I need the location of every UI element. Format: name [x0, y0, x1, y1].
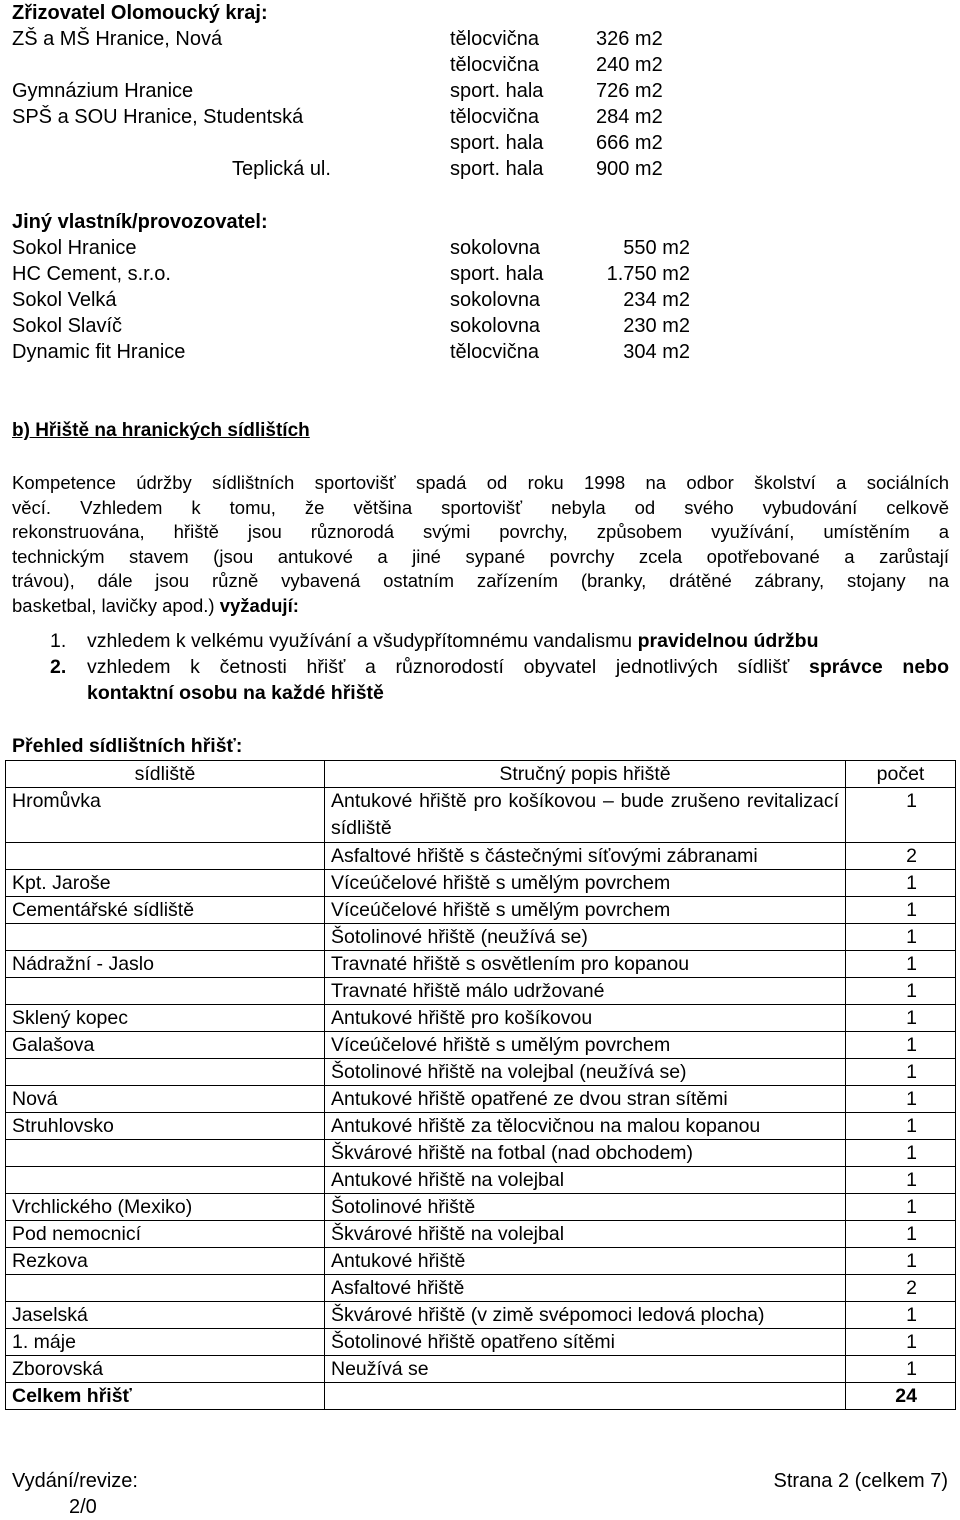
count-cell: 1: [846, 897, 956, 924]
facility-name: ZŠ a MŠ Hranice, Nová: [12, 28, 223, 50]
list-item: [12, 654, 949, 706]
list-text-bold: kontaktní osobu na každé hřiště: [87, 682, 384, 704]
facility-name: Dynamic fit Hranice: [12, 341, 186, 363]
site-cell: Pod nemocnicí: [6, 1221, 325, 1248]
facility-type: sport. hala: [450, 80, 544, 102]
other-owner-heading: Jiný vlastník/provozovatel:: [12, 211, 268, 233]
site-cell: [6, 1059, 325, 1086]
list-text-normal: vzhledem k četnosti hřišť a různorodostí obyvatel jednotlivých sídlišť: [87, 656, 809, 678]
count-cell: 1: [846, 978, 956, 1005]
facility-name: Teplická ul.: [232, 158, 331, 180]
site-cell: [6, 978, 325, 1005]
site-cell: Cementářské sídliště: [6, 897, 325, 924]
site-cell: Hromůvka: [6, 788, 325, 843]
count-cell: 1: [846, 1005, 956, 1032]
table-row: [6, 1113, 956, 1140]
edition-value: 2/0: [69, 1496, 97, 1518]
count-cell: 1: [846, 1059, 956, 1086]
list-number: 1.: [50, 630, 67, 652]
facility-area: 726 m2: [596, 80, 663, 102]
desc-cell: Šotolinové hřiště: [325, 1194, 846, 1221]
facility-area: 900 m2: [596, 158, 663, 180]
count-cell: 1: [846, 1140, 956, 1167]
facility-area: 666 m2: [596, 132, 663, 154]
table-row: [6, 1302, 956, 1329]
count-cell: 2: [846, 1275, 956, 1302]
table-row: [6, 1167, 956, 1194]
desc-cell: Šotolinové hřiště na volejbal (neužívá se): [325, 1059, 846, 1086]
facility-type: sokolovna: [450, 315, 541, 337]
facility-type: sport. hala: [450, 263, 544, 285]
table-row: [6, 1140, 956, 1167]
table-row: [6, 978, 956, 1005]
facility-name: Sokol Slavíč: [12, 315, 123, 337]
list-text: [87, 654, 949, 680]
desc-cell: Antukové hřiště pro košíkovou – bude zrušeno revitalizací sídliště: [325, 788, 846, 843]
count-cell: 2: [846, 843, 956, 870]
desc-cell: Víceúčelové hřiště s umělým povrchem: [325, 897, 846, 924]
facility-type: tělocvična: [450, 54, 539, 76]
table-row: [6, 1059, 956, 1086]
site-cell: [6, 924, 325, 951]
site-cell: [6, 1275, 325, 1302]
desc-cell: Antukové hřiště na volejbal: [325, 1167, 846, 1194]
site-cell: 1. máje: [6, 1329, 325, 1356]
facility-type: sport. hala: [450, 132, 544, 154]
count-cell: 1: [846, 1032, 956, 1059]
site-cell: [6, 1140, 325, 1167]
site-cell: Nádražní - Jaslo: [6, 951, 325, 978]
count-cell: 1: [846, 951, 956, 978]
site-cell: Nová: [6, 1086, 325, 1113]
table-row: [6, 1194, 956, 1221]
site-cell: Rezkova: [6, 1248, 325, 1275]
facility-name: Sokol Velká: [12, 289, 117, 311]
desc-cell: Škvárové hřiště (v zimě svépomoci ledová plocha): [325, 1302, 846, 1329]
facility-area: 326 m2: [596, 28, 663, 50]
facility-type: tělocvična: [450, 106, 539, 128]
facility-area: 550 m2: [623, 237, 690, 259]
overview-table: [5, 760, 956, 1410]
desc-cell: Neužívá se: [325, 1356, 846, 1383]
table-row: [6, 924, 956, 951]
site-cell: Vrchlického (Mexiko): [6, 1194, 325, 1221]
count-cell: 1: [846, 870, 956, 897]
site-cell: Struhlovsko: [6, 1113, 325, 1140]
facility-type: sokolovna: [450, 237, 541, 259]
facility-area: 240 m2: [596, 54, 663, 76]
table-row: [6, 1086, 956, 1113]
facility-type: sport. hala: [450, 158, 544, 180]
desc-cell: Travnaté hřiště málo udržované: [325, 978, 846, 1005]
desc-cell: Antukové hřiště opatřené ze dvou stran sítěmi: [325, 1086, 846, 1113]
count-cell: 1: [846, 1329, 956, 1356]
table-row: [6, 843, 956, 870]
column-header: počet: [846, 761, 956, 788]
desc-cell: Škvárové hřiště na fotbal (nad obchodem): [325, 1140, 846, 1167]
desc-cell: Víceúčelové hřiště s umělým povrchem: [325, 1032, 846, 1059]
site-cell: Sklený kopec: [6, 1005, 325, 1032]
count-cell: 1: [846, 1248, 956, 1275]
facility-name: Gymnázium Hranice: [12, 80, 194, 102]
count-cell: 1: [846, 1221, 956, 1248]
facility-type: tělocvična: [450, 28, 539, 50]
site-cell: Zborovská: [6, 1356, 325, 1383]
desc-cell: Šotolinové hřiště (neužívá se): [325, 924, 846, 951]
site-cell: [6, 843, 325, 870]
column-header: sídliště: [6, 761, 325, 788]
count-cell: 1: [846, 1194, 956, 1221]
count-cell: 1: [846, 1086, 956, 1113]
desc-cell: Antukové hřiště: [325, 1248, 846, 1275]
paragraph-last-line: [12, 594, 949, 619]
column-header: Stručný popis hřiště: [325, 761, 846, 788]
facility-type: tělocvična: [450, 341, 539, 363]
facility-type: sokolovna: [450, 289, 541, 311]
list-text-bold: správce nebo: [808, 656, 949, 678]
table-row: [6, 897, 956, 924]
desc-cell: Asfaltové hřiště: [325, 1275, 846, 1302]
table-header-row: [6, 761, 956, 788]
facility-area: 1.750 m2: [606, 263, 690, 285]
count-cell: 1: [846, 1113, 956, 1140]
count-cell: 1: [846, 788, 956, 843]
count-cell: 1: [846, 1167, 956, 1194]
table-row: [6, 870, 956, 897]
facility-area: 230 m2: [623, 315, 690, 337]
desc-cell: Antukové hřiště pro košíkovou: [325, 1005, 846, 1032]
desc-cell: Asfaltové hřiště s částečnými síťovými zábranami: [325, 843, 846, 870]
site-cell: Kpt. Jaroše: [6, 870, 325, 897]
table-row: [6, 788, 956, 843]
table-total-row: [6, 1383, 956, 1410]
list-number: 2.: [50, 656, 67, 678]
total-label: Celkem hřišť: [6, 1383, 325, 1410]
table-row: [6, 1032, 956, 1059]
table-row: [6, 1005, 956, 1032]
paragraph-line: Kompetence údržby sídlištních sportovišť spadá od roku 1998 na odbor školství a sociálních: [12, 472, 949, 493]
list-item: [12, 628, 949, 654]
facility-area: 284 m2: [596, 106, 663, 128]
count-cell: 1: [846, 1302, 956, 1329]
table-row: [6, 1356, 956, 1383]
count-cell: 1: [846, 924, 956, 951]
list-text-normal: vzhledem k velkému využívání a všudypřítomnému vandalismu: [87, 630, 638, 652]
table-row: [6, 1275, 956, 1302]
facility-area: 304 m2: [623, 341, 690, 363]
total-empty-cell: [325, 1383, 846, 1410]
paragraph-line: technickým stavem (jsou antukové a jiné sypané povrchy zcela opotřebované a zarůstají: [12, 545, 949, 567]
section-b-paragraph: [12, 471, 949, 618]
paragraph-bold: vyžadují:: [219, 594, 299, 616]
paragraph-line: rekonstruována, hřiště jsou různorodá svými povrchy, způsobem využívání, umístěním a: [12, 521, 949, 542]
founder-heading: Zřizovatel Olomoucký kraj:: [12, 2, 268, 24]
count-cell: 1: [846, 1356, 956, 1383]
facility-name: SPŠ a SOU Hranice, Studentská: [12, 106, 304, 128]
site-cell: Jaselská: [6, 1302, 325, 1329]
section-b-heading: b) Hřiště na hranických sídlištích: [12, 420, 310, 441]
overview-heading: Přehled sídlištních hřišť:: [12, 735, 243, 757]
desc-cell: Antukové hřiště za tělocvičnou na malou kopanou: [325, 1113, 846, 1140]
site-cell: Galašova: [6, 1032, 325, 1059]
total-count: 24: [846, 1383, 956, 1410]
table-row: [6, 1221, 956, 1248]
paragraph-line: trávou), dále jsou různě vybavená ostatním zařízením (branky, drátěné zábrany, stojany na: [12, 570, 949, 591]
edition-label: Vydání/revize:: [12, 1470, 138, 1492]
desc-cell: Škvárové hřiště na volejbal: [325, 1221, 846, 1248]
page-number: Strana 2 (celkem 7): [773, 1470, 948, 1492]
facility-name: Sokol Hranice: [12, 237, 137, 259]
desc-cell: Šotolinové hřiště opatřeno sítěmi: [325, 1329, 846, 1356]
table-row: [6, 951, 956, 978]
facility-area: 234 m2: [623, 289, 690, 311]
desc-cell: Víceúčelové hřiště s umělým povrchem: [325, 870, 846, 897]
list-text: [87, 628, 949, 654]
table-row: [6, 1248, 956, 1275]
site-cell: [6, 1167, 325, 1194]
paragraph-text: basketbal, lavičky apod.): [12, 594, 220, 616]
desc-cell: Travnaté hřiště s osvětlením pro kopanou: [325, 951, 846, 978]
paragraph-line: věcí. Vzhledem k tomu, že většina sportovišť nebyla od svého vybudování celkově: [12, 496, 949, 518]
list-text-bold: pravidelnou údržbu: [637, 630, 819, 652]
table-row: [6, 1329, 956, 1356]
facility-name: HC Cement, s.r.o.: [12, 263, 171, 285]
